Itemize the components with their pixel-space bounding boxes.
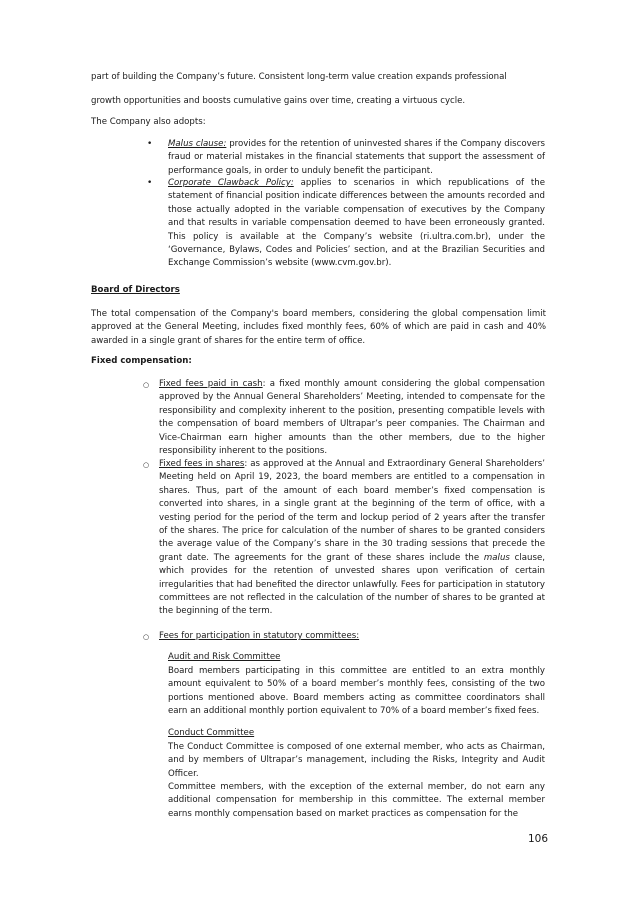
fixed-fees-shares-text-a: : as approved at the Annual and Extraordinary General Shareholders’ Meeting held on April 19, 2023, the board members are entitled to a compensation in shares. Thus, part of the amount of each board member’s fixed compensation is converted into shares, in a single grant at the beginning of the term of office, with a vesting period for the period of the term and lockup period of 2 years after the transfer of the shares. The price for calculation of the number of shares to be granted considers the average value of the Company’s share in the 30 trading sessions that precede the grant date. The agreements for the grant of these shares include the: [159, 459, 545, 563]
item-committee-fees: Fees for participation in statutory committees:: [159, 631, 360, 641]
fixed-fees-cash-term: Fixed fees paid in cash: [159, 379, 263, 389]
conduct-committee-text-1: The Conduct Committee is composed of one external member, who acts as Chairman, and by members of Ultrapar’s management, including the Risks, Integrity and Audit Officer.: [168, 742, 545, 779]
intro-line-2: growth opportunities and boosts cumulative gains over time, creating a virtuous cycle.: [91, 96, 466, 106]
circle-bullet-icon: ○: [143, 461, 150, 469]
circle-bullet-icon: ○: [143, 633, 150, 641]
fixed-compensation-heading: Fixed compensation:: [91, 356, 192, 366]
item-fixed-fees-shares: [159, 458, 545, 619]
intro-paragraph-end: [91, 95, 546, 108]
conduct-committee-title: Conduct Committee: [168, 728, 255, 738]
bullet-item-clawback: [168, 177, 545, 271]
adopts-line: [91, 116, 546, 129]
fixed-fees-shares-text-b: clause, which provides for the retention of unvested shares upon verification of certain irregularities that had benefited the director unlawfully. Fees for participation in statutory committees are not reflected in the calculation of the number of shares to be granted at the beginning of the term.: [159, 552, 545, 617]
fixed-fees-shares-term: Fixed fees in shares: [159, 459, 245, 469]
malus-term: Malus clause:: [168, 139, 227, 149]
clawback-text: applies to scenarios in which republications of the statement of financial position indicate differences between the amounts recorded and those actually adopted in the variable compensation of executives by the Company and that results in variable compensation deemed to have been erroneously granted. This policy is available at the Company’s website (ri.ultra.com.br), under the ‘Governance, Bylaws, Codes and Policies’ section, and at the Brazilian Securities and Exchange Commission’s website (www.cvm.gov.br).: [168, 178, 545, 269]
bullet-icon: •: [147, 178, 153, 188]
audit-committee-title: Audit and Risk Committee: [168, 652, 281, 662]
malus-text: provides for the retention of uninvested shares if the Company discovers fraud or material mistakes in the financial statements that support the assessment of performance goals, in order to unduly benefit the participant.: [168, 139, 545, 176]
bullet-icon: •: [147, 139, 153, 149]
clawback-term: Corporate Clawback Policy:: [168, 178, 294, 188]
audit-committee-text: Board members participating in this committee are entitled to an extra monthly amount equivalent to 50% of a board member’s monthly fees, consisting of the two portions mentioned above. Board members acting as committee coordinators shall earn an additional monthly portion equivalent to 70% of a board member’s fixed fees.: [168, 666, 545, 717]
fixed-fees-cash-text: : a fixed monthly amount considering the global compensation approved by the Annual General Shareholders’ Meeting, intended to compensate for the responsibility and complexity inherent to the position, presenting compatible levels with the compensation of board members of Ultrapar’s peer companies. The Chairman and Vice-Chairman earn higher amounts than the other members, due to the higher responsibility inherent to the positions.: [159, 379, 545, 457]
intro-line-1: part of building the Company’s future. Consistent long-term value creation expands professional: [91, 72, 507, 82]
board-paragraph: The total compensation of the Company's board members, considering the global compensation limit approved at the General Meeting, includes fixed monthly fees, 60% of which are paid in cash and 40% awarded in a single grant of shares for the entire term of office.: [91, 309, 546, 346]
adopts-text: The Company also adopts:: [91, 117, 206, 127]
intro-paragraph: [91, 71, 546, 84]
bullet-item-malus: [168, 138, 545, 178]
board-heading: Board of Directors: [91, 285, 180, 295]
conduct-committee-text-2: Committee members, with the exception of the external member, do not earn any additional compensation for membership in this committee. The external member earns monthly compensation based on market practices as compensation for the: [168, 782, 545, 819]
malus-italic: malus: [483, 552, 510, 563]
item-fixed-fees-cash: [159, 378, 545, 458]
page-number: 106: [528, 833, 549, 845]
circle-bullet-icon: ○: [143, 381, 150, 389]
